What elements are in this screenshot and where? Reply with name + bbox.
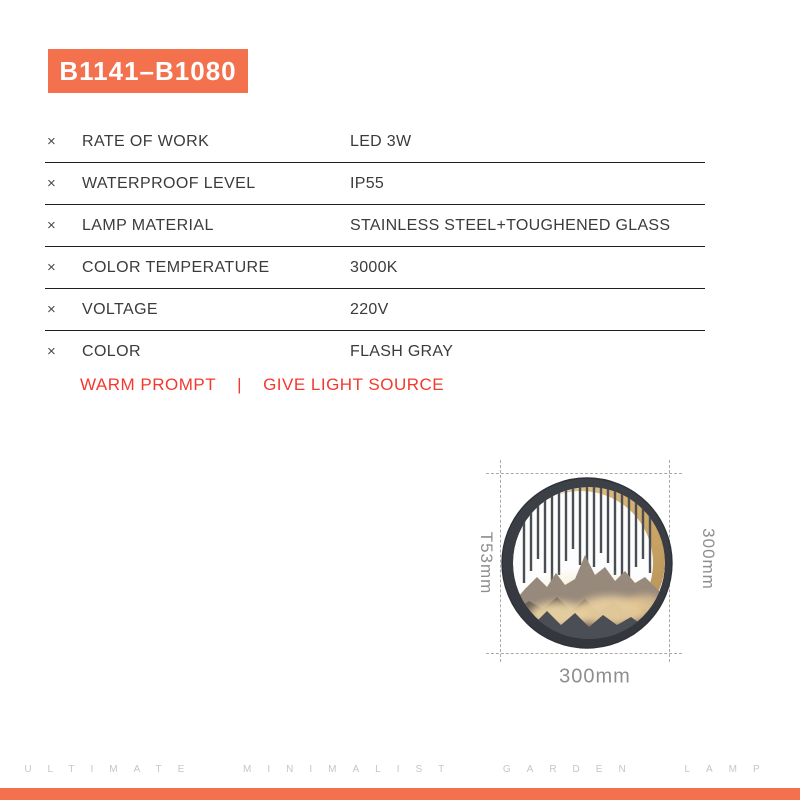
wall-lamp-image <box>487 463 687 663</box>
x-bullet-icon: × <box>47 301 56 318</box>
dimension-label-width: 300mm <box>559 665 631 688</box>
x-bullet-icon: × <box>47 343 56 360</box>
x-bullet-icon: × <box>47 175 56 192</box>
x-bullet-icon: × <box>47 217 56 234</box>
spec-label: COLOR <box>82 342 141 360</box>
spec-value: IP55 <box>350 174 385 192</box>
spec-value: 220V <box>350 300 389 318</box>
spec-row <box>45 247 705 289</box>
spec-value: LED 3W <box>350 132 412 150</box>
spec-table <box>45 121 705 372</box>
spec-value: 3000K <box>350 258 398 276</box>
spec-label: VOLTAGE <box>82 300 159 318</box>
product-figure <box>440 430 770 710</box>
warm-prompt-notice <box>80 374 444 396</box>
spec-value: STAINLESS STEEL+TOUGHENED GLASS <box>350 216 671 234</box>
spec-label: RATE OF WORK <box>82 132 210 150</box>
spec-row <box>45 289 705 331</box>
dimension-label-height: 300mm <box>699 528 718 590</box>
spec-row <box>45 205 705 247</box>
warm-prompt-label: WARM PROMPT <box>80 375 217 394</box>
footer-accent-bar <box>0 788 800 800</box>
spec-value: FLASH GRAY <box>350 342 454 360</box>
model-badge: B1141–B1080 <box>48 49 248 93</box>
spec-row <box>45 121 705 163</box>
x-bullet-icon: × <box>47 133 56 150</box>
give-light-source-label: GIVE LIGHT SOURCE <box>263 375 445 394</box>
x-bullet-icon: × <box>47 259 56 276</box>
spec-label: LAMP MATERIAL <box>82 216 214 234</box>
dimension-label-thickness: T53mm <box>477 531 496 595</box>
spec-label: COLOR TEMPERATURE <box>82 258 270 276</box>
spec-label: WATERPROOF LEVEL <box>82 174 256 192</box>
notice-divider: | <box>237 375 243 394</box>
spec-row <box>45 163 705 205</box>
footer-tagline: ULTIMATE MINIMALIST GARDEN LAMP <box>24 764 776 775</box>
spec-row <box>45 331 705 372</box>
